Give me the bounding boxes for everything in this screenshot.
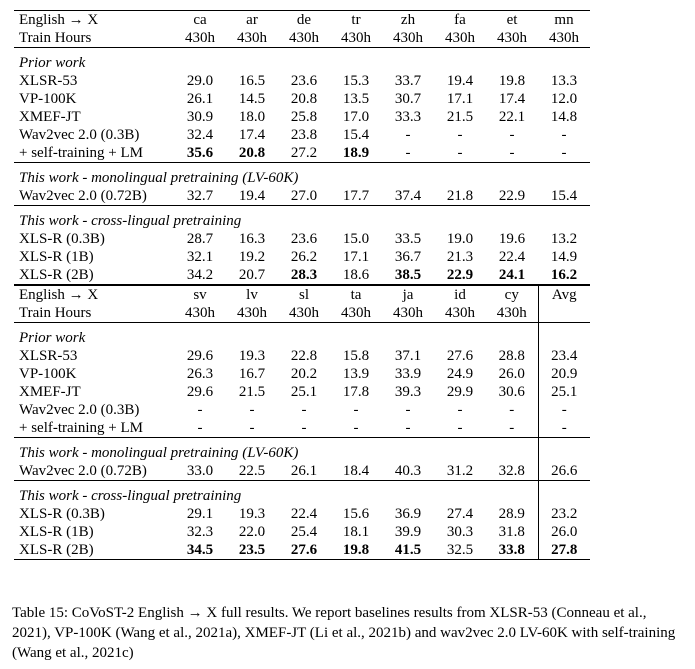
value-cell: -: [561, 145, 567, 161]
value-cell: -: [509, 420, 515, 436]
value-cell: 15.8: [342, 348, 370, 364]
header-train-hours: Train Hours: [19, 30, 92, 46]
row-label: XMEF-JT: [19, 384, 81, 400]
value-cell: 20.8: [290, 91, 318, 107]
value-cell: 29.1: [186, 506, 214, 522]
row-label: XLS-R (0.3B): [19, 506, 105, 522]
value-cell: -: [457, 420, 463, 436]
results-table-bottom: [14, 285, 590, 560]
value-cell: 13.9: [342, 366, 370, 382]
table-row: [14, 383, 590, 401]
value-cell: 33.5: [394, 231, 422, 247]
section-title-row: [14, 329, 590, 347]
header-hours: 430h: [445, 30, 475, 46]
value-cell: 31.2: [446, 463, 474, 479]
value-cell: 18.6: [330, 266, 382, 285]
value-cell: 14.8: [550, 109, 578, 125]
value-cell: -: [405, 127, 411, 143]
table-row: [14, 72, 590, 90]
section-title-row: [14, 54, 590, 72]
value-cell: 22.9: [434, 266, 486, 285]
header-language: et: [486, 11, 538, 30]
table-caption: Table 15: CoVoST-2 English → X full results. We report baselines results from XLSR-53 (Conneau et al., 2021), VP-100K (Wang et al., 2021a), XMEF-JT (Li et al., 2021b) and wav2vec 2.0 LV-60K with self-training (Wang et al., 2021c): [12, 605, 676, 661]
section-title-avg-blank: [538, 329, 590, 347]
value-cell: 19.4: [238, 188, 266, 204]
row-label: Wav2vec 2.0 (0.72B): [19, 188, 147, 204]
header-hours: 430h: [341, 305, 371, 321]
value-cell: 24.9: [446, 366, 474, 382]
value-cell: 41.5: [382, 541, 434, 560]
avg-cell: 25.1: [538, 383, 590, 401]
value-cell: -: [405, 420, 411, 436]
header-language: zh: [382, 11, 434, 30]
table-row: [14, 108, 590, 126]
row-label: Wav2vec 2.0 (0.3B): [19, 127, 140, 143]
row-label: XMEF-JT: [19, 109, 81, 125]
value-cell: 22.4: [498, 249, 526, 265]
header-row-hours: [14, 29, 590, 48]
table-row: [14, 401, 590, 419]
header-hours: 430h: [341, 30, 371, 46]
value-cell: 39.9: [394, 524, 422, 540]
header-hours: 430h: [185, 30, 215, 46]
value-cell: 20.8: [238, 145, 266, 161]
value-cell: 12.0: [550, 91, 578, 107]
row-label: XLS-R (2B): [14, 541, 174, 560]
value-cell: -: [457, 127, 463, 143]
section-title: This work - cross-lingual pretraining: [19, 488, 242, 504]
value-cell: 19.2: [238, 249, 266, 265]
value-cell: 28.8: [498, 348, 525, 364]
value-cell: 29.6: [186, 384, 214, 400]
value-cell: 17.4: [238, 127, 266, 143]
value-cell: 18.9: [342, 145, 370, 161]
value-cell: 35.6: [186, 145, 214, 161]
value-cell: -: [353, 402, 359, 418]
value-cell: 25.8: [290, 109, 318, 125]
value-cell: 20.7: [226, 266, 278, 285]
value-cell: 39.3: [394, 384, 422, 400]
value-cell: 17.1: [446, 91, 474, 107]
value-cell: 27.0: [290, 188, 318, 204]
header-train-hours: Train Hours: [19, 305, 92, 321]
header-language: de: [278, 11, 330, 30]
section-title-avg-blank: [538, 487, 590, 505]
value-cell: 19.0: [446, 231, 474, 247]
value-cell: 14.5: [238, 91, 266, 107]
value-cell: 29.6: [186, 348, 214, 364]
avg-cell: -: [538, 419, 590, 438]
header-hours: 430h: [393, 305, 423, 321]
value-cell: 22.0: [238, 524, 266, 540]
value-cell: 17.7: [342, 188, 370, 204]
header-language: id: [434, 286, 486, 305]
value-cell: 22.4: [290, 506, 318, 522]
header-label: English → X: [14, 286, 174, 305]
value-cell: 22.8: [290, 348, 318, 364]
value-cell: 21.5: [238, 384, 266, 400]
row-label: XLSR-53: [19, 348, 78, 364]
value-cell: 32.3: [186, 524, 214, 540]
header-row-hours: [14, 304, 590, 323]
avg-cell: 27.8: [538, 541, 590, 560]
table-row: [14, 347, 590, 365]
value-cell: 23.5: [226, 541, 278, 560]
value-cell: 40.3: [394, 463, 422, 479]
value-cell: -: [197, 402, 203, 418]
value-cell: -: [249, 420, 255, 436]
value-cell: -: [457, 402, 463, 418]
value-cell: -: [405, 145, 411, 161]
table-row: [14, 462, 590, 481]
value-cell: 16.2: [538, 266, 590, 285]
value-cell: 23.6: [290, 73, 318, 89]
value-cell: 33.8: [486, 541, 538, 560]
results-table-top: [14, 10, 590, 285]
header-language: tr: [330, 11, 382, 30]
value-cell: 22.9: [498, 188, 526, 204]
value-cell: 13.2: [550, 231, 578, 247]
value-cell: 24.1: [486, 266, 538, 285]
section-title-row: [14, 444, 590, 462]
value-cell: 34.5: [174, 541, 226, 560]
header-language: mn: [538, 11, 590, 30]
section-title-row: [14, 212, 590, 230]
value-cell: 19.3: [238, 506, 266, 522]
value-cell: -: [509, 127, 515, 143]
value-cell: 37.1: [394, 348, 422, 364]
avg-cell: 26.0: [538, 523, 590, 541]
row-label: XLSR-53: [19, 73, 78, 89]
avg-cell: 26.6: [538, 462, 590, 481]
value-cell: 16.5: [238, 73, 266, 89]
value-cell: 32.5: [434, 541, 486, 560]
section-title: This work - monolingual pretraining (LV-60K): [19, 445, 299, 461]
value-cell: 36.7: [394, 249, 422, 265]
table-row: [14, 187, 590, 206]
row-label: VP-100K: [19, 366, 77, 382]
value-cell: 26.1: [290, 463, 318, 479]
header-hours: 430h: [289, 305, 319, 321]
value-cell: 28.9: [498, 506, 525, 522]
table-row: [14, 365, 590, 383]
value-cell: 21.5: [446, 109, 474, 125]
header-language: sl: [278, 286, 330, 305]
value-cell: -: [457, 145, 463, 161]
value-cell: 21.3: [446, 249, 474, 265]
value-cell: 30.6: [498, 384, 525, 400]
avg-cell: 20.9: [538, 365, 590, 383]
row-label: Wav2vec 2.0 (0.3B): [19, 402, 140, 418]
value-cell: 17.1: [342, 249, 370, 265]
value-cell: 25.1: [290, 384, 318, 400]
header-hours: 430h: [185, 305, 215, 321]
value-cell: 22.1: [498, 109, 526, 125]
header-language: ar: [226, 11, 278, 30]
table-row: [14, 541, 590, 560]
avg-cell: -: [538, 401, 590, 419]
row-label: XLS-R (0.3B): [19, 231, 105, 247]
table-row: [14, 90, 590, 108]
value-cell: -: [249, 402, 255, 418]
value-cell: 33.7: [394, 73, 422, 89]
value-cell: 15.6: [342, 506, 370, 522]
header-language: ta: [330, 286, 382, 305]
table-row: [14, 144, 590, 163]
value-cell: 27.2: [290, 145, 318, 161]
value-cell: 22.5: [238, 463, 266, 479]
value-cell: 32.8: [498, 463, 525, 479]
header-language: ca: [174, 11, 226, 30]
value-cell: -: [509, 402, 515, 418]
section-title-row: [14, 169, 590, 187]
table-row: [14, 126, 590, 144]
value-cell: 30.3: [446, 524, 474, 540]
header-hours: 430h: [496, 305, 527, 321]
header-row-languages: [14, 11, 590, 30]
row-label: XLS-R (1B): [19, 249, 94, 265]
header-avg: Avg: [538, 286, 590, 305]
header-hours-blank: [538, 304, 590, 323]
header-hours: 430h: [289, 30, 319, 46]
value-cell: 32.4: [186, 127, 214, 143]
value-cell: 23.8: [290, 127, 318, 143]
header-language: cy: [486, 286, 538, 305]
value-cell: 26.0: [498, 366, 525, 382]
value-cell: 13.3: [550, 73, 578, 89]
value-cell: 38.5: [382, 266, 434, 285]
section-title-avg-blank: [538, 444, 590, 462]
value-cell: 19.8: [498, 73, 526, 89]
row-label: + self-training + LM: [19, 420, 143, 436]
header-row-languages: [14, 286, 590, 305]
value-cell: 19.6: [498, 231, 526, 247]
value-cell: 17.0: [342, 109, 370, 125]
header-hours: 430h: [237, 30, 267, 46]
value-cell: 33.9: [394, 366, 422, 382]
value-cell: 27.6: [446, 348, 474, 364]
value-cell: 15.4: [342, 127, 370, 143]
header-hours: 430h: [549, 30, 579, 46]
table-row: [14, 266, 590, 285]
value-cell: 33.3: [394, 109, 422, 125]
value-cell: -: [197, 420, 203, 436]
row-label: XLS-R (2B): [14, 266, 174, 285]
section-title: This work - monolingual pretraining (LV-60K): [19, 170, 299, 186]
value-cell: 32.1: [186, 249, 214, 265]
section-title-row: [14, 487, 590, 505]
results-tables: [14, 10, 590, 560]
table-row: [14, 230, 590, 248]
value-cell: 26.3: [186, 366, 214, 382]
value-cell: 27.4: [446, 506, 474, 522]
value-cell: 30.7: [394, 91, 422, 107]
avg-cell: 23.2: [538, 505, 590, 523]
value-cell: 14.9: [550, 249, 578, 265]
value-cell: -: [509, 145, 515, 161]
value-cell: 33.0: [186, 463, 214, 479]
table-row: [14, 523, 590, 541]
value-cell: 34.2: [174, 266, 226, 285]
row-label: XLS-R (1B): [19, 524, 94, 540]
header-hours: 430h: [445, 305, 475, 321]
avg-cell: 23.4: [538, 347, 590, 365]
row-label: + self-training + LM: [19, 145, 143, 161]
value-cell: 29.0: [186, 73, 214, 89]
section-title: Prior work: [19, 55, 86, 71]
value-cell: 15.0: [342, 231, 370, 247]
value-cell: 29.9: [446, 384, 474, 400]
value-cell: 13.5: [342, 91, 370, 107]
value-cell: 19.3: [238, 348, 266, 364]
table-row: [14, 248, 590, 266]
value-cell: 36.9: [394, 506, 422, 522]
value-cell: 28.3: [278, 266, 330, 285]
value-cell: -: [405, 402, 411, 418]
value-cell: 19.8: [330, 541, 382, 560]
value-cell: 15.3: [342, 73, 370, 89]
value-cell: 18.0: [238, 109, 266, 125]
header-label: English → X: [14, 11, 174, 30]
value-cell: 30.9: [186, 109, 214, 125]
header-language: sv: [174, 286, 226, 305]
value-cell: 17.4: [498, 91, 526, 107]
value-cell: 16.3: [238, 231, 266, 247]
header-language: fa: [434, 11, 486, 30]
value-cell: 28.7: [186, 231, 214, 247]
header-language: lv: [226, 286, 278, 305]
value-cell: 19.4: [446, 73, 474, 89]
value-cell: -: [301, 420, 307, 436]
value-cell: -: [561, 127, 567, 143]
value-cell: 26.2: [290, 249, 318, 265]
header-hours: 430h: [497, 30, 527, 46]
row-label: Wav2vec 2.0 (0.72B): [19, 463, 147, 479]
header-language: ja: [382, 286, 434, 305]
section-title: This work - cross-lingual pretraining: [19, 213, 242, 229]
header-hours: 430h: [237, 305, 267, 321]
table-row: [14, 419, 590, 438]
value-cell: 15.4: [550, 188, 578, 204]
value-cell: 37.4: [394, 188, 422, 204]
value-cell: 25.4: [290, 524, 318, 540]
value-cell: 21.8: [446, 188, 474, 204]
row-label: VP-100K: [19, 91, 77, 107]
value-cell: 20.2: [290, 366, 318, 382]
table-row: [14, 505, 590, 523]
header-hours: 430h: [393, 30, 423, 46]
value-cell: 31.8: [498, 524, 525, 540]
value-cell: 18.1: [342, 524, 370, 540]
value-cell: 27.6: [278, 541, 330, 560]
value-cell: 23.6: [290, 231, 318, 247]
section-title: Prior work: [19, 330, 86, 346]
value-cell: -: [301, 402, 307, 418]
value-cell: 32.7: [186, 188, 214, 204]
value-cell: 16.7: [238, 366, 266, 382]
value-cell: 26.1: [186, 91, 214, 107]
value-cell: 17.8: [342, 384, 370, 400]
value-cell: -: [353, 420, 359, 436]
value-cell: 18.4: [342, 463, 370, 479]
